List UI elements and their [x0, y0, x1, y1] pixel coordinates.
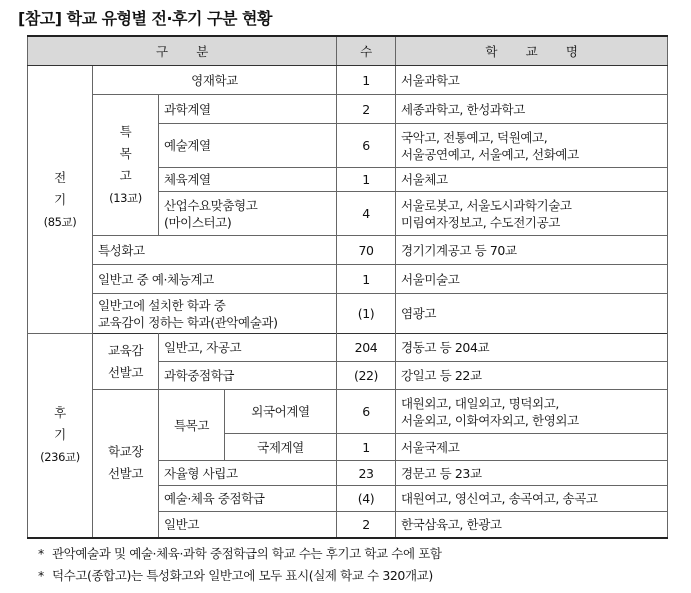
footnotes	[38, 543, 442, 587]
table-row	[28, 390, 668, 434]
arts-sports-focus-name: 예술·체육 중점학급	[159, 486, 337, 512]
arts-track-name: 예술계열	[159, 124, 337, 168]
general-autonomous-list: 경동고 등 204교	[396, 334, 668, 362]
superintendent-label: 교육감 선발고	[93, 334, 159, 390]
table-row	[28, 95, 668, 124]
footnote-bullet: *	[38, 546, 44, 561]
table-row	[28, 66, 668, 95]
foreign-lang-name: 외국어계열	[225, 390, 337, 434]
meister-track-count: 4	[337, 192, 396, 236]
footnote-item: * 관악예술과 및 예술·체육·과학 중점학급의 학교 수는 후기고 학교 수에 포함	[38, 543, 442, 565]
early-group-label: 전 기 (85교)	[28, 66, 93, 334]
science-track-name: 과학계열	[159, 95, 337, 124]
autonomous-private-count: 23	[337, 461, 396, 486]
general-school-list: 한국삼육고, 한광고	[396, 512, 668, 538]
vocational-school-name: 특성화고	[93, 236, 337, 265]
page-title: [참고] 학교 유형별 전·후기 구분 현황	[18, 9, 272, 28]
table-row	[28, 265, 668, 294]
sports-track-name: 체육계열	[159, 168, 337, 192]
table-row	[28, 294, 668, 334]
designated-dept-name: 일반고에 설치한 학과 중 교육감이 정하는 학과(관악예술과)	[93, 294, 337, 334]
gifted-school-list: 서울과학고	[396, 66, 668, 95]
arts-general-name: 일반고 중 예·체능계고	[93, 265, 337, 294]
vocational-school-count: 70	[337, 236, 396, 265]
foreign-lang-count: 6	[337, 390, 396, 434]
general-school-name: 일반고	[159, 512, 337, 538]
school-type-table	[27, 35, 668, 539]
autonomous-private-name: 자율형 사립고	[159, 461, 337, 486]
foreign-lang-schools: 대원외고, 대일외고, 명덕외고, 서울외고, 이화여자외고, 한영외고	[396, 390, 668, 434]
table-row	[28, 334, 668, 362]
international-schools: 서울국제고	[396, 434, 668, 461]
header-count: 수	[337, 36, 396, 66]
arts-track-schools: 국악고, 전통예고, 덕원예고, 서울공연예고, 서울예고, 선화예고	[396, 124, 668, 168]
arts-track-count: 6	[337, 124, 396, 168]
table-row	[28, 236, 668, 265]
general-school-count: 2	[337, 512, 396, 538]
science-track-count: 2	[337, 95, 396, 124]
header-category: 구 분	[28, 36, 337, 66]
meister-track-name: 산업수요맞춤형고 (마이스터고)	[159, 192, 337, 236]
gifted-school-count: 1	[337, 66, 396, 95]
general-autonomous-count: 204	[337, 334, 396, 362]
arts-general-list: 서울미술고	[396, 265, 668, 294]
header-schools: 학 교 명	[396, 36, 668, 66]
late-special-purpose-label: 특목고	[159, 390, 225, 461]
vocational-school-list: 경기기계공고 등 70교	[396, 236, 668, 265]
designated-dept-list: 염광고	[396, 294, 668, 334]
international-name: 국제계열	[225, 434, 337, 461]
science-focus-list: 강일고 등 22교	[396, 362, 668, 390]
international-count: 1	[337, 434, 396, 461]
autonomous-private-list: 경문고 등 23교	[396, 461, 668, 486]
sports-track-schools: 서울체고	[396, 168, 668, 192]
principal-label: 학교장 선발고	[93, 390, 159, 538]
science-focus-count: (22)	[337, 362, 396, 390]
science-focus-name: 과학중점학급	[159, 362, 337, 390]
sports-track-count: 1	[337, 168, 396, 192]
late-group-label: 후 기 (236교)	[28, 334, 93, 538]
footnote-item: * 덕수고(종합고)는 특성화고와 일반고에 모두 표시(실제 학교 수 320개교)	[38, 565, 442, 587]
arts-sports-focus-count: (4)	[337, 486, 396, 512]
special-purpose-label: 특 목 고 (13교)	[93, 95, 159, 236]
general-autonomous-name: 일반고, 자공고	[159, 334, 337, 362]
science-track-schools: 세종과학고, 한성과학고	[396, 95, 668, 124]
arts-general-count: 1	[337, 265, 396, 294]
arts-sports-focus-list: 대원여고, 영신여고, 송곡여고, 송곡고	[396, 486, 668, 512]
designated-dept-count: (1)	[337, 294, 396, 334]
gifted-school-name: 영재학교	[93, 66, 337, 95]
meister-track-schools: 서울로봇고, 서울도시과학기술고 미림여자정보고, 수도전기공고	[396, 192, 668, 236]
table-header-row	[28, 36, 668, 66]
footnote-bullet: *	[38, 568, 44, 583]
